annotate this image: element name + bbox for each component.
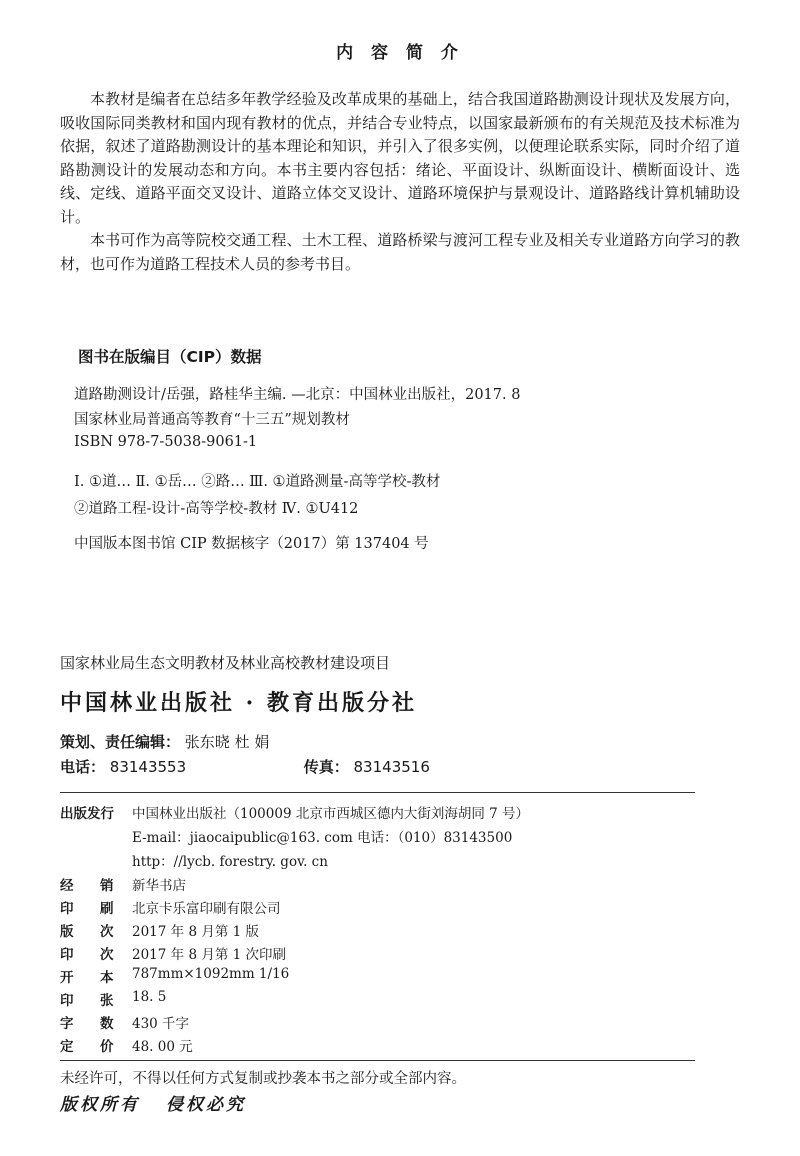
divider bbox=[60, 792, 695, 793]
publication-value: 北京卡乐富印刷有限公司 bbox=[132, 901, 281, 917]
label-char: 刷 bbox=[100, 901, 114, 917]
cip-line: ②道路工程-设计-高等学校-教材 Ⅳ. ①U412 bbox=[74, 501, 359, 517]
project-line: 国家林业局生态文明教材及林业高校教材建设项目 bbox=[60, 654, 391, 672]
publication-value: 2017 年 8 月第 1 版 bbox=[132, 924, 259, 940]
fax-label: 传真： bbox=[303, 758, 349, 776]
cip-line: 国家林业局普通高等教育“十三五”规划教材 bbox=[74, 412, 350, 428]
label-char: 价 bbox=[100, 1039, 114, 1055]
phone-label: 电话： bbox=[60, 758, 106, 776]
label-char: 经 bbox=[60, 878, 74, 894]
cip-heading: 图书在版编目（CIP）数据 bbox=[78, 348, 262, 366]
publication-value: 430 千字 bbox=[132, 1016, 190, 1032]
copy-warning: 未经许可，不得以任何方式复制或抄袭本书之部分或全部内容。 bbox=[60, 1071, 466, 1087]
publication-value: E-mail：jiaocaipublic@163. com 电话：（010）83143500 bbox=[132, 830, 513, 846]
label-char: 次 bbox=[100, 947, 114, 963]
publication-value: 18. 5 bbox=[132, 989, 167, 1005]
label-char: 印 bbox=[60, 901, 74, 917]
editor-value: 张东晓 杜 娟 bbox=[184, 733, 270, 751]
label-char: 印 bbox=[60, 947, 74, 963]
fax-value: 83143516 bbox=[353, 758, 430, 776]
summary-paragraph: 本书可作为高等院校交通工程、土木工程、道路桥梁与渡河工程专业及相关专业道路方向学习的教材，也可作为道路工程技术人员的参考书目。 bbox=[60, 231, 740, 273]
label-char: 开 bbox=[60, 970, 74, 986]
publication-value: http：//lycb. forestry. gov. cn bbox=[132, 854, 328, 870]
copyright-text: 侵权必究 bbox=[166, 1095, 246, 1115]
label-char: 本 bbox=[100, 970, 114, 986]
cip-line: Ⅰ. ①道… Ⅱ. ①岳… ②路… Ⅲ. ①道路测量-高等学校-教材 bbox=[74, 474, 441, 490]
divider bbox=[60, 1060, 695, 1061]
label-char: 次 bbox=[100, 924, 114, 940]
cip-line: 中国版本图书馆 CIP 数据核字（2017）第 137404 号 bbox=[74, 536, 429, 552]
label-char: 版 bbox=[60, 924, 74, 940]
publication-value: 48. 00 元 bbox=[132, 1039, 193, 1055]
cip-line: 道路勘测设计/岳强，路桂华主编. —北京：中国林业出版社，2017. 8 bbox=[74, 387, 521, 403]
page-title: 内 容 简 介 bbox=[336, 43, 464, 63]
publication-value: 中国林业出版社（100009 北京市西城区德内大街刘海胡同 7 号） bbox=[132, 806, 529, 822]
editor-label: 策划、责任编辑： bbox=[60, 733, 181, 751]
label-char: 印 bbox=[60, 993, 74, 1009]
phone-value: 83143553 bbox=[109, 758, 187, 776]
cip-line: ISBN 978-7-5038-9061-1 bbox=[74, 434, 258, 450]
publisher-name: 中国林业出版社 · 教育出版分社 bbox=[60, 690, 417, 716]
label-char: 定 bbox=[60, 1039, 74, 1055]
label-char: 销 bbox=[100, 878, 114, 894]
publication-value: 新华书店 bbox=[132, 878, 186, 894]
publication-value: 2017 年 8 月第 1 次印刷 bbox=[132, 947, 286, 963]
summary-section bbox=[60, 88, 740, 276]
copyright-notice bbox=[60, 1090, 246, 1115]
editor-line bbox=[60, 731, 269, 752]
label-char: 字 bbox=[60, 1016, 74, 1032]
publication-label: 出版发行 bbox=[60, 806, 114, 822]
label-char: 数 bbox=[100, 1016, 114, 1032]
copyright-text: 版权所有 bbox=[60, 1095, 140, 1115]
contact-line bbox=[60, 756, 430, 777]
summary-paragraph: 本教材是编者在总结多年教学经验及改革成果的基础上，结合我国道路勘测设计现状及发展方向，吸收国际同类教材和国内现有教材的优点，并结合专业特点，以国家最新颁布的有关规范及技术标准为依据，叙述了道路勘测设计的基本理论和知识，并引入了很多实例，以便理论联系实际，同时介绍了道路勘测设计的发展动态和方向。本书主要内容包括：绪论、平面设计、纵断面设计、横断面设计、选线、定线、道路平面交叉设计、道路立体交叉设计、道路环境保护与景观设计、道路路线计算机辅助设计。 bbox=[60, 90, 740, 226]
label-char: 张 bbox=[100, 993, 114, 1009]
publication-value: 787mm×1092mm 1/16 bbox=[132, 966, 290, 982]
